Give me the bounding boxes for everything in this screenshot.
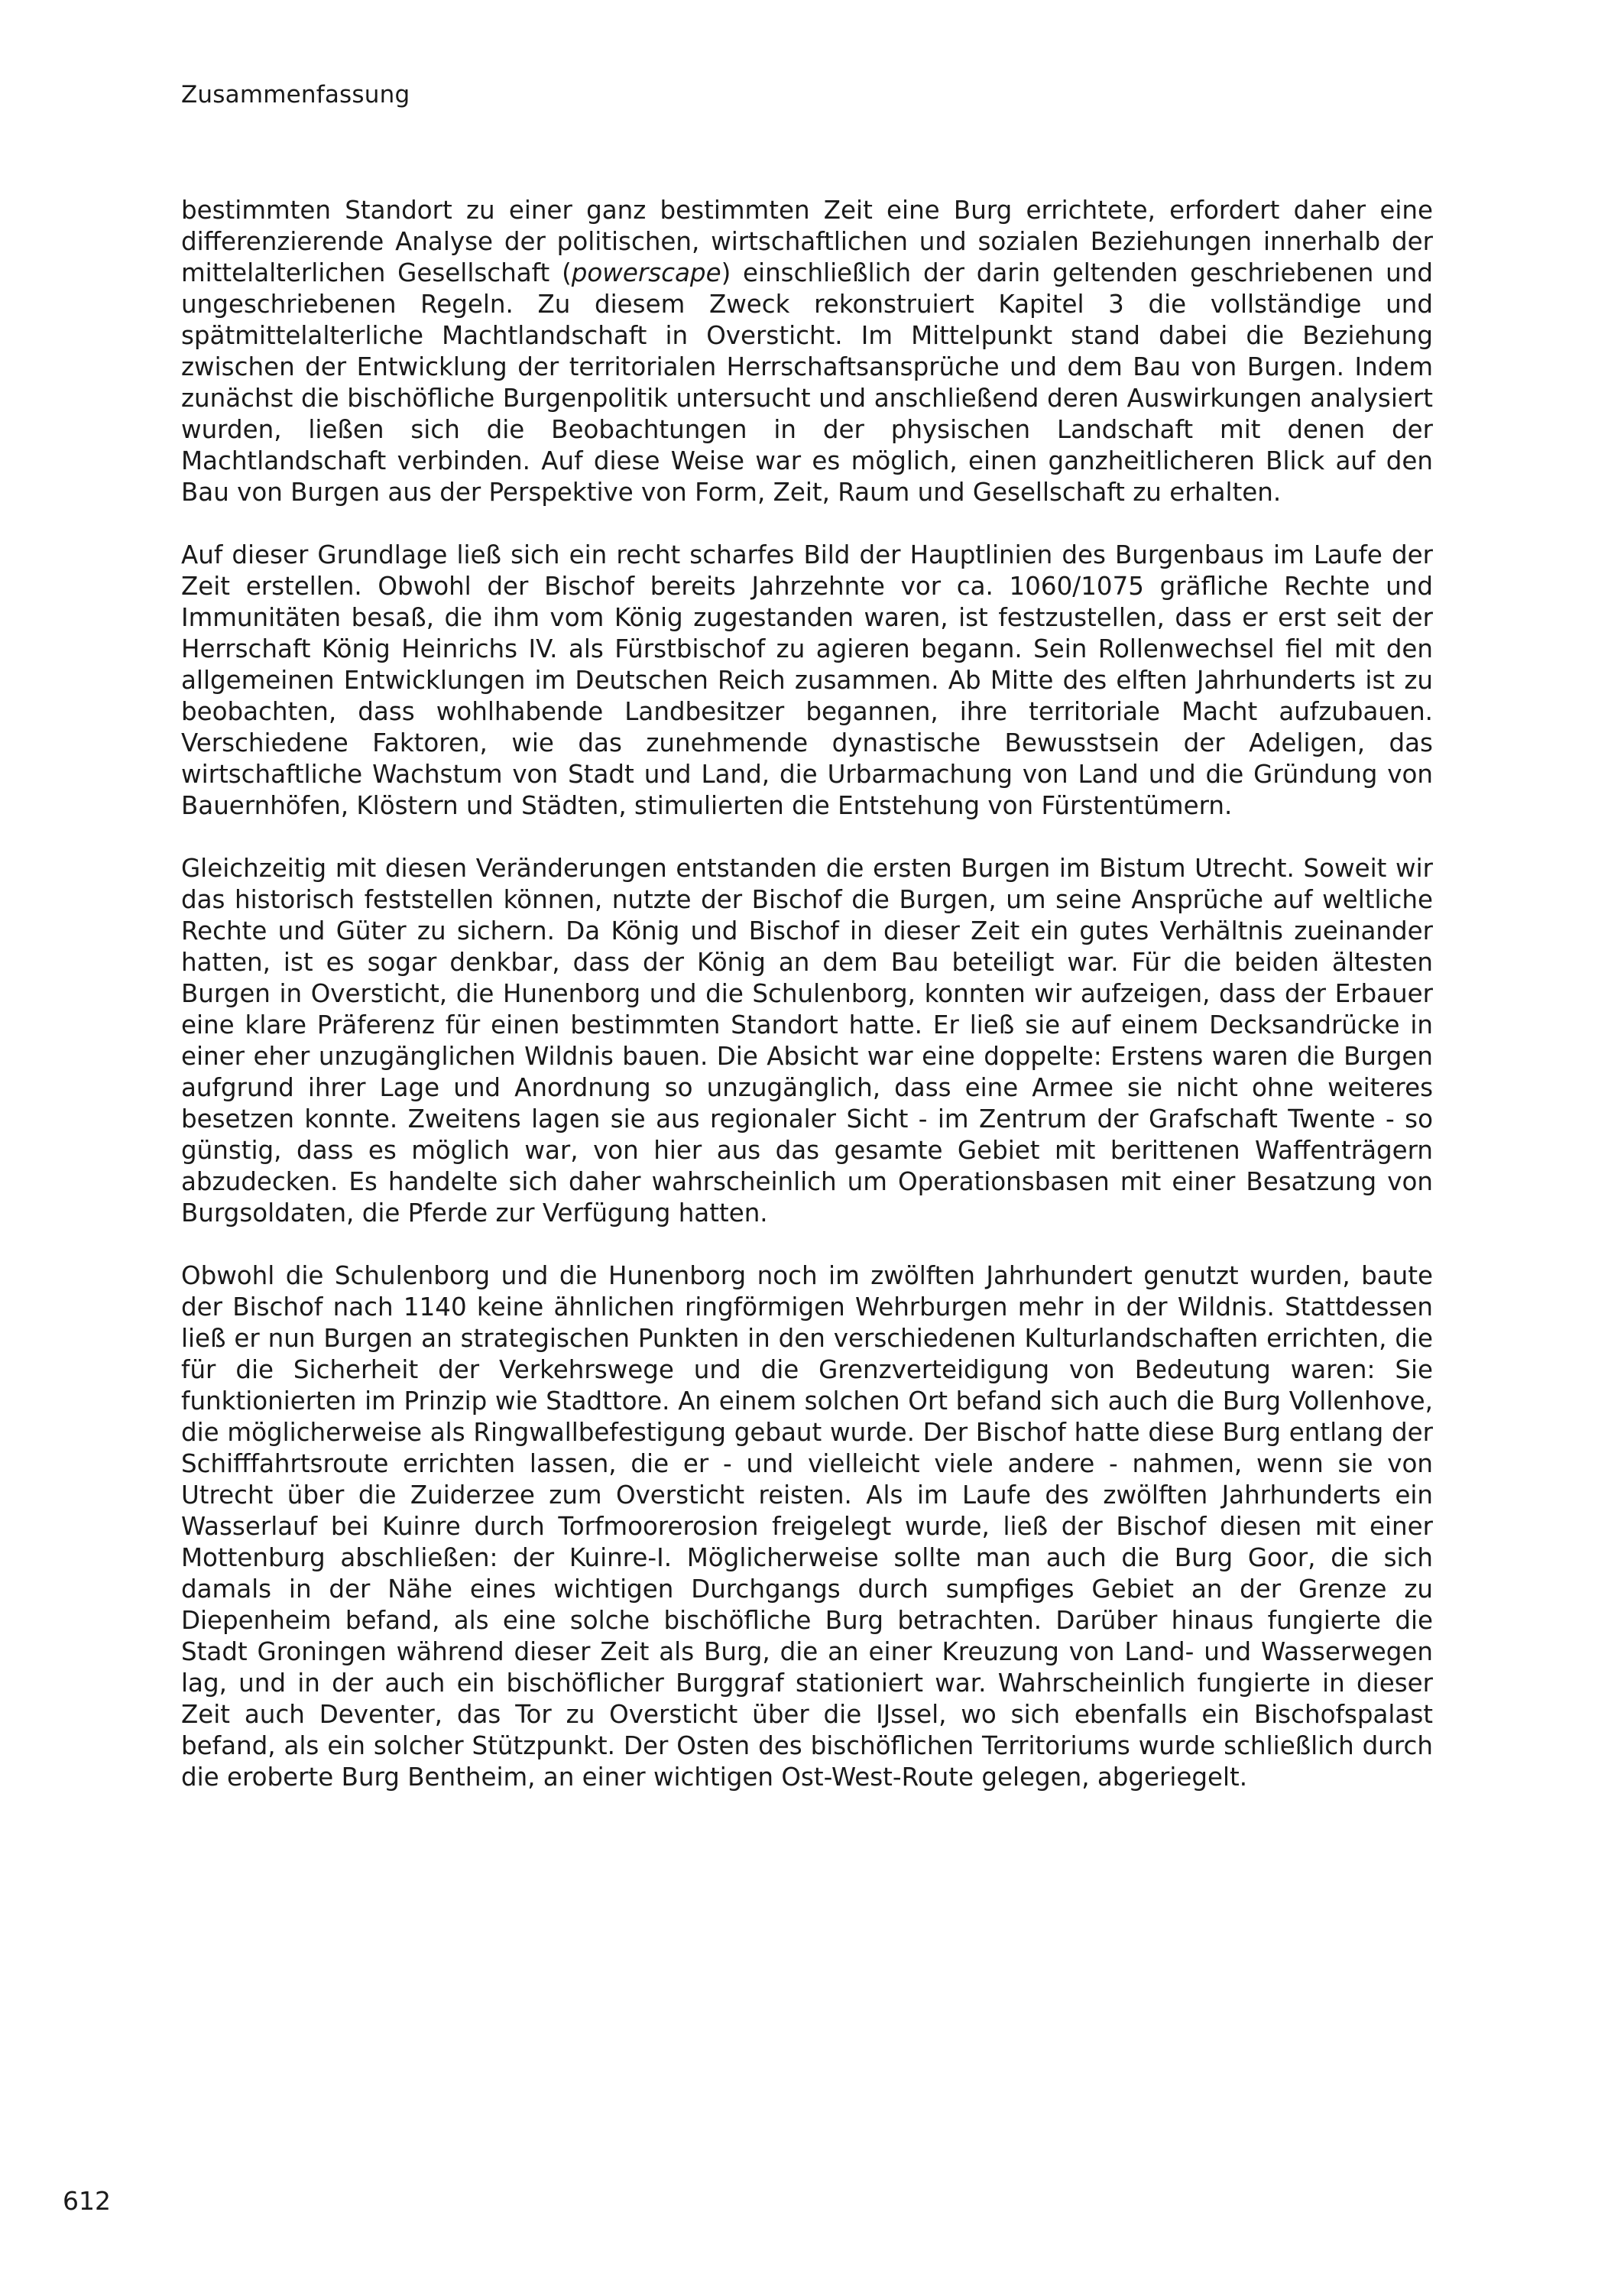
paragraph-4: Obwohl die Schulenborg und die Hunenborg noch im zwölften Jahrhundert genutzt wurden, baute der Bischof nach 1140 keine ähnlichen ringförmigen Wehrburgen mehr in der Wildnis. Stattdessen ließ er nun Burgen an strategischen Punkten in den verschiedenen Kulturlandschaften errichten, die für die Sicherheit der Verkehrswege und die Grenzverteidigung von Bedeutung waren: Sie funktionierten im Prinzip wie Stadttore. An einem solchen Ort befand sich auch die Burg Vollenhove, die möglicherweise als Ringwallbefestigung gebaut wurde. Der Bischof hatte diese Burg entlang der Schifffahrtsroute errichten lassen, die er - und vielleicht viele andere - nahmen, wenn sie von Utrecht über die Zuiderzee zum Oversticht reisten. Als im Laufe des zwölften Jahrhunderts ein Wasserlauf bei Kuinre durch Torfmoorerosion freigelegt wurde, ließ der Bischof diesen mit einer Mottenburg abschließen: der Kuinre-I. Möglicherweise sollte man auch die Burg Goor, die sich damals in der Nähe eines wichtigen Durchgangs durch sumpfiges Gebiet an der Grenze zu Diepenheim befand, als eine solche bischöfliche Burg betrachten. Darüber hinaus fungierte die Stadt Groningen während dieser Zeit als Burg, die an einer Kreuzung von Land- und Wasserwegen lag, und in der auch ein bischöflicher Burggraf stationiert war. Wahrscheinlich fungierte in dieser Zeit auch Deventer, das Tor zu Oversticht über die IJssel, wo sich ebenfalls ein Bischofspalast befand, als ein solcher Stützpunkt. Der Osten des bischöflichen Territoriums wurde schließlich durch die eroberte Burg Bentheim, an einer wichtigen Ost-West-Route gelegen, abgeriegelt. (181, 1261, 1433, 1792)
paragraph-1-text-a: bestimmten Standort zu einer ganz bestimmten Zeit eine Burg errichtete, erfordert daher eine differenzierende Analyse der politischen, wirtschaftlichen und sozialen Beziehungen innerhalb der mittelalterlichen Gesellschaft ( (181, 196, 1433, 287)
paragraph-2: Auf dieser Grundlage ließ sich ein recht scharfes Bild der Hauptlinien des Burgenbaus im Laufe der Zeit erstellen. Obwohl der Bischof bereits Jahrzehnte vor ca. 1060/1075 gräfliche Rechte und Immunitäten besaß, die ihm vom König zugestanden waren, ist festzustellen, dass er erst seit der Herrschaft König Heinrichs IV. als Fürstbischof zu agieren begann. Sein Rollenwechsel fiel mit den allgemeinen Entwicklungen im Deutschen Reich zusammen. Ab Mitte des elften Jahrhunderts ist zu beobachten, dass wohlhabende Landbesitzer begannen, ihre territoriale Macht aufzubauen. Verschiedene Faktoren, wie das zunehmende dynastische Bewusstsein der Adeligen, das wirtschaftliche Wachstum von Stadt und Land, die Urbarmachung von Land und die Gründung von Bauernhöfen, Klöstern und Städten, stimulierten die Entstehung von Fürstentümern. (181, 540, 1433, 820)
page-number: 612 (63, 2186, 111, 2216)
paragraph-1 (181, 195, 1433, 508)
running-header: Zusammenfassung (181, 81, 410, 109)
paragraph-3: Gleichzeitig mit diesen Veränderungen entstanden die ersten Burgen im Bistum Utrecht. Soweit wir das historisch feststellen können, nutzte der Bischof die Burgen, um seine Ansprüche auf weltliche Rechte und Güter zu sichern. Da König und Bischof in dieser Zeit ein gutes Verhältnis zueinander hatten, ist es sogar denkbar, dass der König an dem Bau beteiligt war. Für die beiden ältesten Burgen in Oversticht, die Hunenborg und die Schulenborg, konnten wir aufzeigen, dass der Erbauer eine klare Präferenz für einen bestimmten Standort hatte. Er ließ sie auf einem Decksandrücke in einer eher unzugänglichen Wildnis bauen. Die Absicht war eine doppelte: Erstens waren die Burgen aufgrund ihrer Lage und Anordnung so unzugänglich, dass eine Armee sie nicht ohne weiteres besetzen konnte. Zweitens lagen sie aus regionaler Sicht - im Zentrum der Grafschaft Twente - so günstig, dass es möglich war, von hier aus das gesamte Gebiet mit berittenen Waffenträgern abzudecken. Es handelte sich daher wahrscheinlich um Operationsbasen mit einer Besatzung von Burgsoldaten, die Pferde zur Verfügung hatten. (181, 854, 1433, 1228)
body-text (181, 195, 1433, 1824)
paragraph-1-text-b: ) einschließlich der darin geltenden geschriebenen und ungeschriebenen Regeln. Zu diesem Zweck rekonstruiert Kapitel 3 die vollständige und spätmittelalterliche Machtlandschaft in Oversticht. Im Mittelpunkt stand dabei die Beziehung zwischen der Entwicklung der territorialen Herrschaftsansprüche und dem Bau von Burgen. Indem zunächst die bischöfliche Burgenpolitik untersucht und anschließend deren Auswirkungen analysiert wurden, ließen sich die Beobachtungen in der physischen Landschaft mit denen der Machtlandschaft verbinden. Auf diese Weise war es möglich, einen ganzheitlicheren Blick auf den Bau von Burgen aus der Perspektive von Form, Zeit, Raum und Gesellschaft zu erhalten. (181, 258, 1433, 507)
paragraph-1-italic-term: powerscape (571, 258, 721, 287)
